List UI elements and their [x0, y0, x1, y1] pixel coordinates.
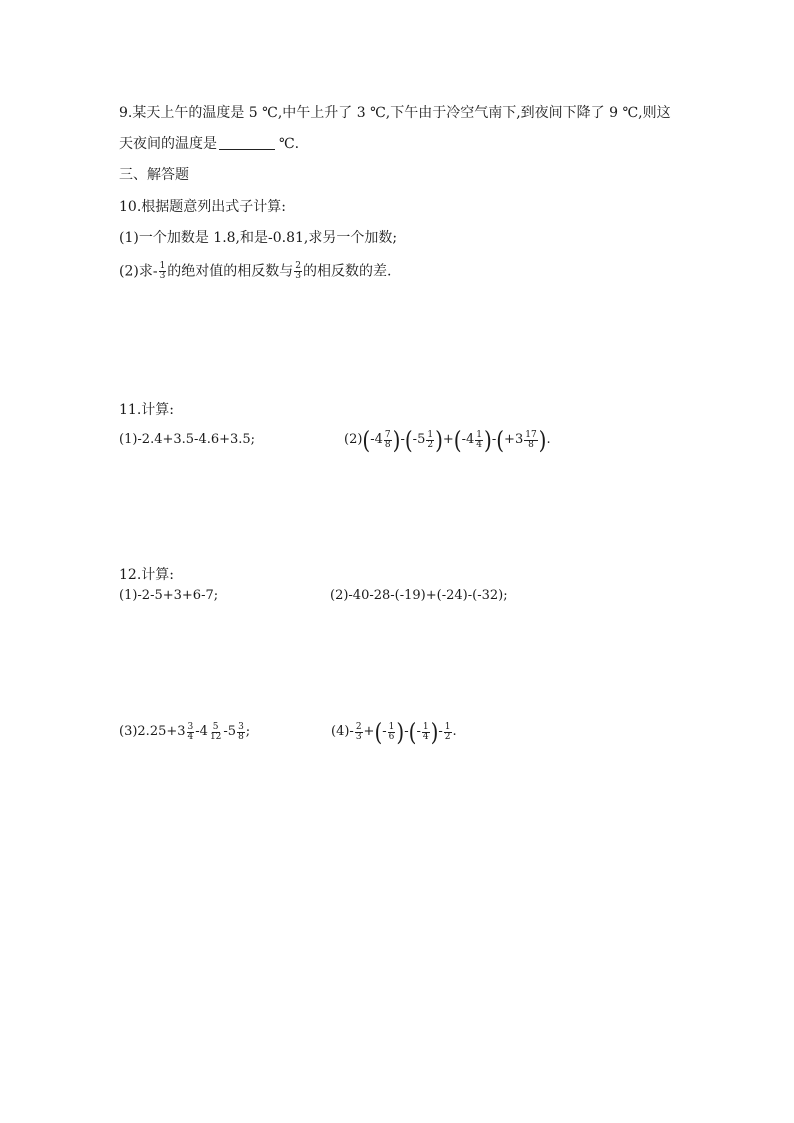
operator: -: [400, 432, 405, 447]
fraction-num: 1: [159, 261, 166, 271]
fraction-den: 2: [444, 731, 451, 742]
paren: ): [430, 717, 439, 747]
fraction: [294, 262, 302, 281]
sign: -: [416, 724, 421, 739]
operator: +: [363, 724, 375, 739]
operator: +: [442, 432, 454, 447]
paren: ): [538, 425, 547, 455]
fraction: [384, 431, 392, 450]
fraction-num: 5: [212, 721, 219, 732]
q12-part3: [119, 720, 250, 745]
fraction-den: 3: [355, 731, 362, 742]
fraction-num: 2: [355, 721, 362, 732]
fraction-num: 1: [427, 429, 434, 440]
sign: -: [382, 724, 387, 739]
paren: ): [392, 425, 401, 455]
paren: (: [408, 717, 417, 747]
fraction-den: 2: [427, 439, 434, 450]
q10-part2-a: (2)求-: [119, 263, 158, 280]
fraction-den: 4: [187, 731, 194, 742]
fraction-num: 1: [422, 721, 429, 732]
q12-part1: (1)-2-5+3+6-7;: [119, 588, 219, 603]
q12-part3-c: -5: [223, 724, 237, 739]
fraction-num: 7: [384, 429, 391, 440]
fraction: [388, 723, 396, 742]
mixed-whole: -4: [370, 432, 383, 447]
fraction: [187, 723, 195, 742]
q11-title: 11.计算:: [119, 402, 174, 418]
mixed-whole: -4: [461, 432, 475, 447]
q9-unit: ℃.: [279, 136, 300, 152]
q11-part2: [344, 426, 551, 455]
mixed-whole: +3: [504, 432, 524, 447]
q10-part2-c: 的相反数的差.: [303, 263, 392, 280]
fraction: [444, 723, 452, 742]
fraction-num: 1: [476, 429, 483, 440]
period: .: [452, 724, 457, 739]
q9-line2: [119, 135, 299, 153]
fraction-den: 12: [209, 731, 222, 742]
fraction-den: 4: [422, 731, 429, 742]
fraction-num: 2: [295, 261, 302, 271]
q9-line2-text: 天夜间的温度是: [119, 136, 217, 152]
q12-title: 12.计算:: [119, 567, 174, 583]
q12-part4-a: (4)-: [331, 724, 354, 739]
paren: ): [484, 425, 492, 455]
paren: ): [396, 717, 405, 747]
period: .: [546, 432, 551, 447]
q9-line1: 9.某天上午的温度是 5 ℃,中午上升了 3 ℃,下午由于冷空气南下,到夜间下降了 9 ℃,则这: [119, 105, 671, 121]
fraction-num: 17: [525, 429, 537, 440]
fraction-den: 3: [159, 271, 166, 281]
fraction: [209, 723, 222, 742]
fraction-den: 8: [384, 439, 391, 450]
q10-part2-b: 的绝对值的相反数与: [167, 263, 294, 280]
paren: ): [435, 425, 443, 455]
fraction: [355, 723, 363, 742]
answer-blank[interactable]: [219, 135, 275, 150]
q12-part3-d: ;: [245, 724, 251, 739]
operator: -: [491, 432, 497, 447]
mixed-whole: -5: [412, 432, 426, 447]
fraction: [237, 723, 245, 742]
q12-part3-b: -4: [195, 724, 208, 739]
section-title: 三、解答题: [119, 167, 189, 183]
operator: -: [404, 724, 409, 739]
fraction-den: 8: [238, 731, 244, 742]
paren: (: [404, 425, 413, 455]
q11-part1: (1)-2.4+3.5-4.6+3.5;: [119, 432, 256, 447]
q12-part2: (2)-40-28-(-19)+(-24)-(-32);: [330, 588, 508, 603]
fraction-num: 1: [444, 721, 451, 732]
paren: (: [362, 425, 371, 455]
operator: -: [438, 724, 443, 739]
fraction-den: 3: [295, 271, 302, 281]
paren: (: [374, 717, 383, 747]
q10-part2: [119, 262, 391, 281]
fraction-den: 8: [528, 439, 534, 450]
fraction-den: 6: [388, 731, 395, 742]
fraction-num: 1: [388, 721, 395, 732]
fraction-num: 3: [187, 721, 194, 732]
part-label: (2): [344, 432, 363, 447]
fraction: [524, 431, 537, 450]
fraction-den: 4: [476, 439, 483, 450]
fraction: [475, 431, 483, 450]
fraction: [426, 431, 434, 450]
fraction-num: 3: [238, 721, 244, 732]
paren: (: [496, 425, 505, 455]
paren: (: [453, 425, 462, 455]
q12-part3-a: (3)2.25+3: [119, 724, 186, 739]
q12-part4: [331, 717, 457, 747]
q10-title: 10.根据题意列出式子计算:: [119, 199, 286, 215]
q10-part1: (1)一个加数是 1.8,和是-0.81,求另一个加数;: [119, 230, 398, 246]
fraction: [159, 262, 167, 281]
fraction: [422, 723, 430, 742]
